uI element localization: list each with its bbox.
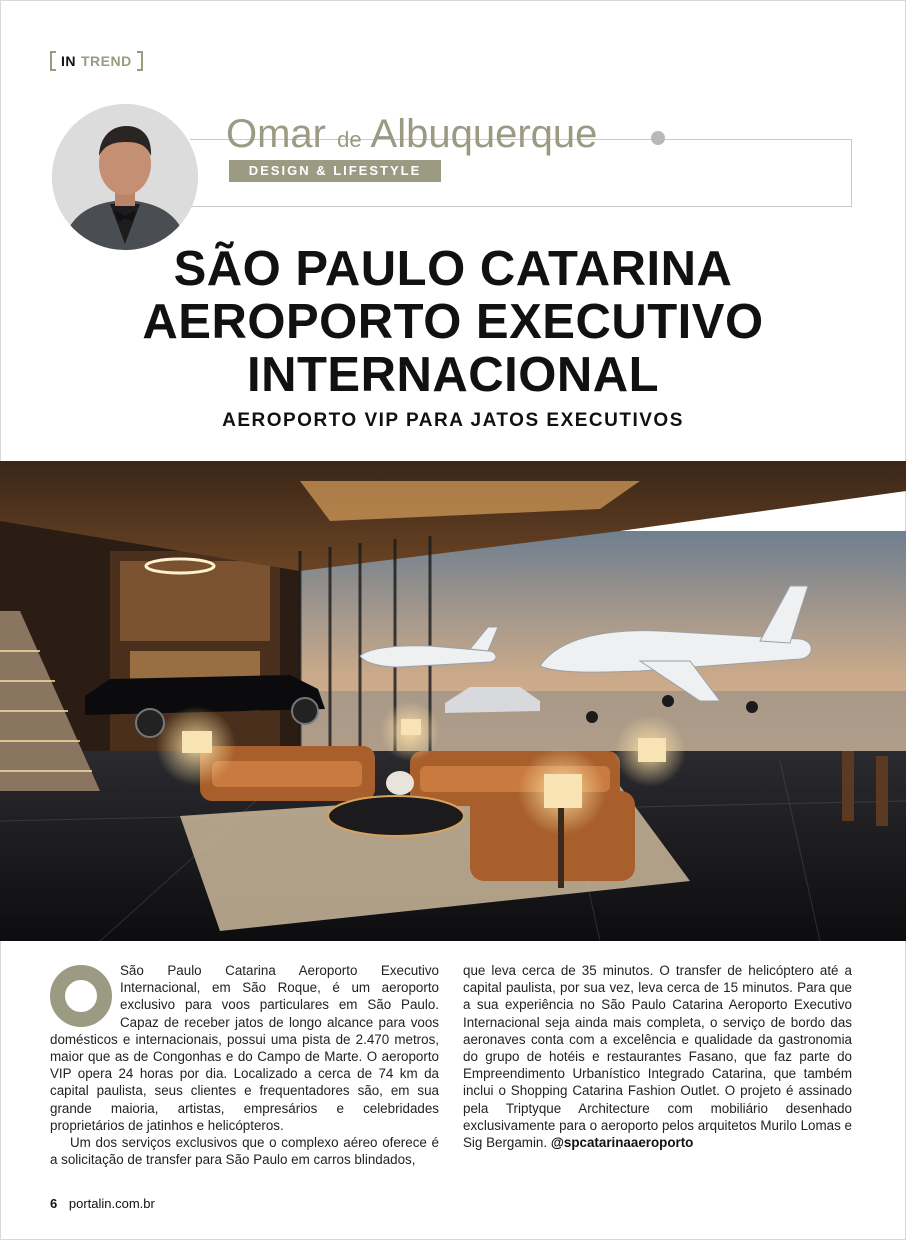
- article-column-right: [463, 962, 852, 1151]
- author-first-name: Omar: [226, 112, 326, 156]
- bracket-left: [50, 51, 56, 71]
- page-number: 6: [50, 1196, 58, 1211]
- page-footer: [50, 1196, 155, 1211]
- bracket-right: [137, 51, 143, 71]
- instagram-handle[interactable]: @spcatarinaaeroporto: [550, 1135, 694, 1151]
- article-paragraph-2-continued-text: que leva cerca de 35 minutos. O transfer de helicóptero até a capital paulista, por sua vez, leva cerca de 15 minutos. Para que a sua experiência no São Paulo Catarina Aeroporto Executivo Internacional seja ainda mais completa, o serviço de bordo das aeronaves conta com a excelência e qualidade da gastronomia do grupo de hotéis e restaurantes Fasano, que faz parte do Empreendimento Urbanístico Integrado Catarina, que também inclui o Shopping Catarina Fashion Outlet. O projeto é assinado pela Triptyque Architecture com mobiliário desenhado exclusivamente para o aeroporto pelos arquitetos Murilo Lomas e Sig Bergamin.: [463, 963, 852, 1151]
- decorative-dot: [651, 131, 665, 145]
- dropcap-letter-o: [50, 965, 112, 1027]
- site-url[interactable]: portalin.com.br: [68, 1196, 155, 1211]
- article-paragraph: São Paulo Catarina Aeroporto Executivo Internacional, em São Roque, é um aeroporto exclusivo para voos particulares em São Paulo. Capaz de receber jatos de longo alcance para voos domésticos e internacionais, possui uma pista de 2.470 metros, maior que as de Congonhas e do Campo de Marte. O aeroporto VIP opera 24 horas por dia. Localizado a cerca de 74 km da capital paulista, seus clientes e frequentadores são, em sua grande maioria, artistas, empresários e celebridades proprietários de jatinhos e helicópteros.: [50, 963, 439, 1133]
- title-line: AEROPORTO EXECUTIVO: [142, 295, 764, 349]
- title-line: SÃO PAULO CATARINA: [173, 242, 733, 296]
- title-line: INTERNACIONAL: [246, 348, 660, 402]
- article-subtitle: AEROPORTO VIP PARA JATOS EXECUTIVOS: [222, 410, 684, 431]
- article-paragraph: [50, 1134, 439, 1168]
- article-title: [60, 243, 846, 402]
- author-avatar: [52, 104, 198, 250]
- article-paragraph-continued: [463, 962, 852, 1151]
- article-paragraph-2-text: Um dos serviços exclusivos que o complexo aéreo oferece é a solicitação de transfer para São Paulo em carros blindados,: [50, 1135, 439, 1168]
- author-role-badge: DESIGN & LIFESTYLE: [229, 160, 441, 182]
- article-column-left: [50, 962, 439, 1168]
- hero-image: [0, 461, 906, 941]
- author-last-name: Albuquerque: [370, 112, 598, 156]
- section-tag-prefix: IN: [61, 53, 76, 69]
- author-name: [226, 112, 597, 157]
- section-tag-label: TREND: [81, 53, 132, 69]
- section-tag: [50, 50, 143, 72]
- author-name-connector: de: [337, 127, 362, 152]
